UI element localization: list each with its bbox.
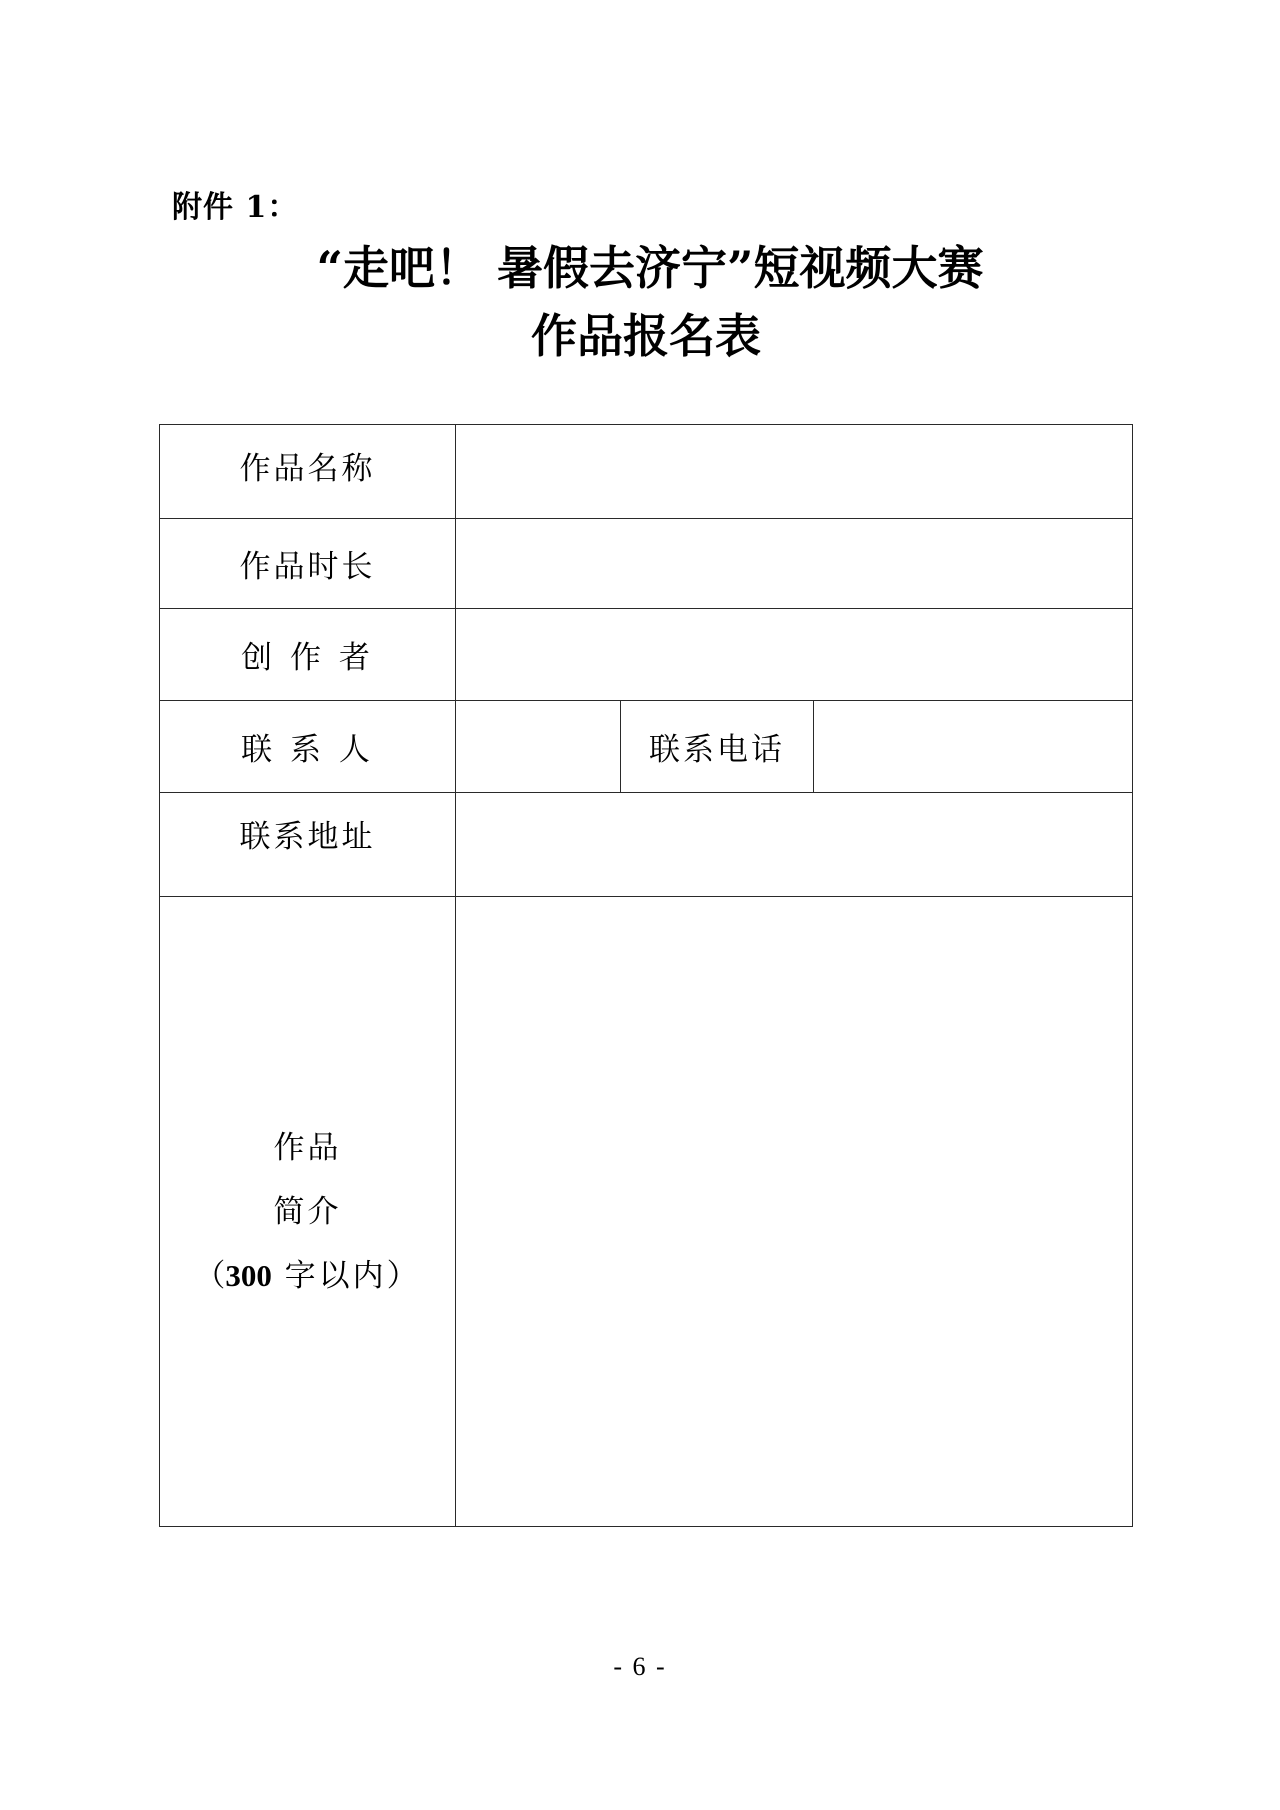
contact-address-label: 联系地址 bbox=[239, 819, 376, 855]
registration-form-table bbox=[159, 424, 1133, 1527]
description-label-paren-open: （ bbox=[194, 1257, 226, 1294]
contact-person-label-cell bbox=[160, 701, 456, 793]
contact-address-label-cell bbox=[160, 793, 456, 897]
row-work-duration bbox=[160, 519, 1133, 609]
work-name-field[interactable] bbox=[456, 425, 1133, 519]
creator-label-cell bbox=[160, 609, 456, 701]
creator-field[interactable] bbox=[456, 609, 1133, 701]
contact-person-field[interactable] bbox=[456, 701, 621, 793]
description-label-suffix: 字以内） bbox=[271, 1257, 421, 1294]
contact-phone-label: 联系电话 bbox=[649, 732, 785, 768]
description-label-line-2: 简介 bbox=[273, 1193, 342, 1230]
work-duration-label-cell bbox=[160, 519, 456, 609]
description-label-line-1: 作品 bbox=[273, 1129, 342, 1166]
attachment-label: 附件 1： bbox=[172, 190, 299, 225]
row-work-name bbox=[160, 425, 1133, 519]
description-label-line-3 bbox=[160, 1244, 455, 1308]
row-description bbox=[160, 897, 1133, 1527]
contact-address-field[interactable] bbox=[456, 793, 1133, 897]
description-label-number: 300 bbox=[225, 1257, 272, 1293]
contact-person-label: 联 系 人 bbox=[241, 732, 374, 768]
form-title-line-2: 作品报名表 bbox=[531, 309, 761, 363]
form-title-line-1: “走吧！ 暑假去济宁”短视频大赛 bbox=[316, 241, 984, 295]
work-duration-label: 作品时长 bbox=[239, 549, 376, 585]
page-number: - 6 - bbox=[613, 1652, 667, 1681]
row-contact bbox=[160, 701, 1133, 793]
work-name-label: 作品名称 bbox=[239, 451, 376, 487]
contact-phone-label-cell bbox=[621, 701, 814, 793]
contact-phone-field[interactable] bbox=[814, 701, 1133, 793]
work-name-label-cell bbox=[160, 425, 456, 519]
creator-label: 创 作 者 bbox=[241, 640, 374, 676]
row-contact-address bbox=[160, 793, 1133, 897]
work-duration-field[interactable] bbox=[456, 519, 1133, 609]
description-label-cell bbox=[160, 897, 456, 1527]
description-field[interactable] bbox=[456, 897, 1133, 1527]
row-creator bbox=[160, 609, 1133, 701]
